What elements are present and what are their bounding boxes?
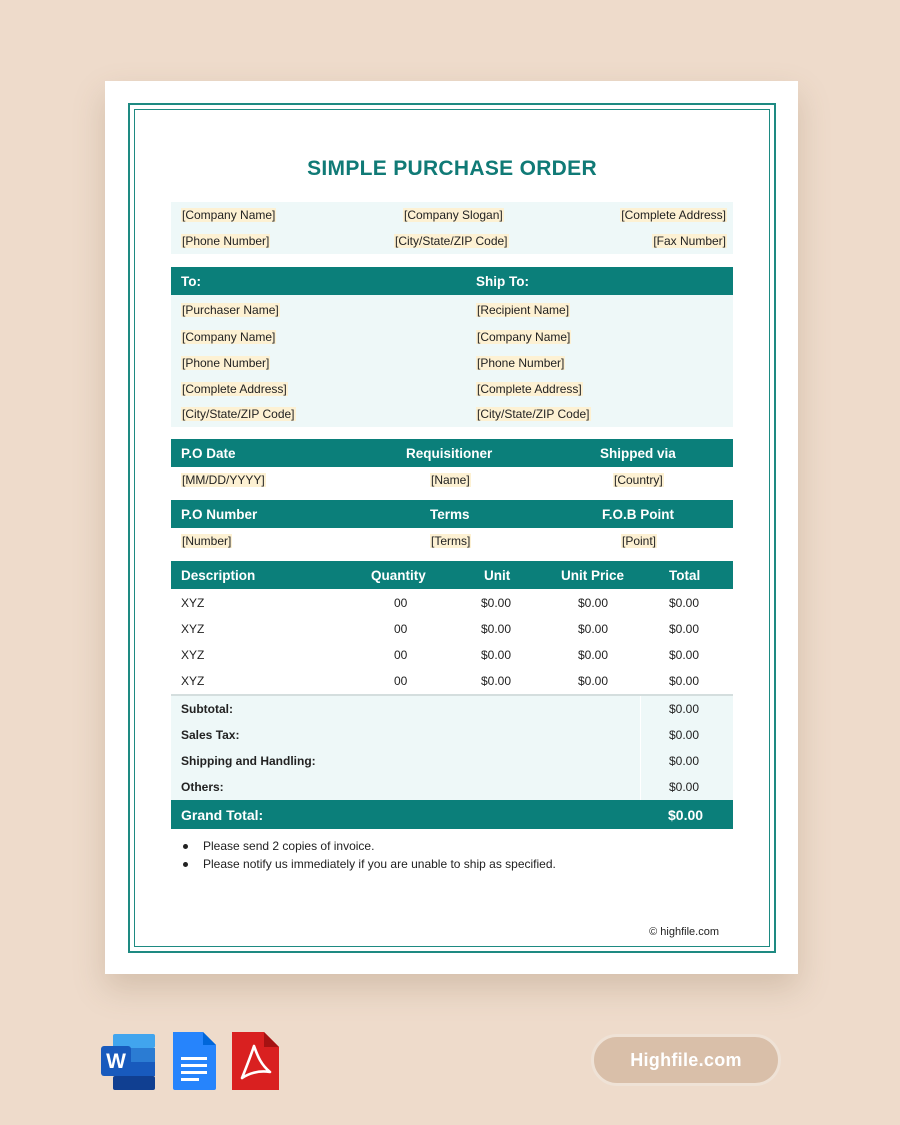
summary-row [171,748,733,774]
shipped-via-header: Shipped via [600,446,676,461]
item-unit: $0.00 [481,596,512,610]
company-fax: [Fax Number] [653,234,726,248]
highfile-brand-badge[interactable]: Highfile.com [591,1034,781,1086]
ship-to-line: [City/State/ZIP Code] [477,407,590,421]
item-unit-price: $0.00 [578,596,609,610]
item-unit: $0.00 [481,622,512,636]
item-total: $0.00 [669,596,700,610]
company-address: [Complete Address] [621,208,726,222]
summary-label: Shipping and Handling: [181,754,316,768]
pdf-icon[interactable] [232,1032,279,1090]
table-row [171,642,733,668]
app-icons-graphic [100,1030,290,1092]
google-docs-icon[interactable] [173,1032,216,1090]
app-icons [100,1030,290,1092]
summary-label: Sales Tax: [181,728,240,742]
ship-to-label: Ship To: [476,274,529,289]
item-unit-price: $0.00 [578,622,609,636]
summary-row [171,722,733,748]
item-quantity: 00 [394,674,408,688]
ship-to-line: [Recipient Name] [477,303,570,317]
word-icon[interactable] [101,1034,155,1090]
to-line: [Complete Address] [182,382,287,396]
column-header-unit: Unit [484,568,511,583]
to-header-bar [171,267,733,295]
item-quantity: 00 [394,596,408,610]
order-info-header-2 [171,500,733,528]
ship-to-line: [Phone Number] [477,356,565,370]
address-section [171,295,733,427]
po-number-value: [Number] [182,534,232,548]
items-header-bar [171,561,733,589]
terms-value: [Terms] [431,534,471,548]
item-quantity: 00 [394,648,408,662]
grand-total-bar [171,800,733,829]
summary-row [171,774,733,800]
to-line: [Company Name] [182,330,276,344]
summary-row [171,696,733,722]
company-name: [Company Name] [182,208,276,222]
item-description: XYZ [181,648,205,662]
fob-point-header: F.O.B Point [602,507,674,522]
copyright-text: © highfile.com [649,926,719,938]
requisitioner-value: [Name] [431,473,470,487]
summary-label: Others: [181,780,224,794]
page-title: SIMPLE PURCHASE ORDER [307,157,597,180]
po-number-header: P.O Number [181,507,258,522]
company-city: [City/State/ZIP Code] [395,234,508,248]
grand-total-value: $0.00 [668,807,704,823]
grand-total-label: Grand Total: [181,807,264,823]
summary-value: $0.00 [669,754,700,768]
summary-section [171,696,733,800]
po-date-header: P.O Date [181,446,236,461]
item-unit: $0.00 [481,674,512,688]
summary-label: Subtotal: [181,702,233,716]
to-line: [Phone Number] [182,356,270,370]
item-description: XYZ [181,596,205,610]
column-header-total: Total [669,568,701,583]
to-line: [City/State/ZIP Code] [182,407,295,421]
item-total: $0.00 [669,674,700,688]
company-slogan: [Company Slogan] [404,208,503,222]
item-total: $0.00 [669,622,700,636]
fob-point-value: [Point] [622,534,657,548]
word-icon-letter: W [106,1050,126,1073]
po-date-value: [MM/DD/YYYY] [182,473,265,487]
table-row [171,590,733,616]
notes-list [181,839,556,875]
summary-value: $0.00 [669,780,700,794]
to-label: To: [181,274,201,289]
summary-value: $0.00 [669,728,700,742]
item-unit-price: $0.00 [578,674,609,688]
to-line: [Purchaser Name] [182,303,279,317]
terms-header: Terms [430,507,470,522]
item-description: XYZ [181,674,205,688]
requisitioner-header: Requisitioner [406,446,493,461]
item-quantity: 00 [394,622,408,636]
column-header-description: Description [181,568,256,583]
ship-to-line: [Complete Address] [477,382,582,396]
item-description: XYZ [181,622,205,636]
table-row [171,668,733,696]
column-header-unit-price: Unit Price [561,568,625,583]
item-unit-price: $0.00 [578,648,609,662]
note-item: Please notify us immediately if you are unable to ship as specified. [181,857,556,875]
note-item: Please send 2 copies of invoice. [181,839,556,857]
item-total: $0.00 [669,648,700,662]
order-info-header-1 [171,439,733,467]
item-unit: $0.00 [481,648,512,662]
summary-value: $0.00 [669,702,700,716]
company-phone: [Phone Number] [182,234,270,248]
column-header-quantity: Quantity [371,568,426,583]
shipped-via-value: [Country] [614,473,663,487]
document-sheet [105,81,798,974]
company-info [171,202,733,254]
table-row [171,616,733,642]
ship-to-line: [Company Name] [477,330,571,344]
